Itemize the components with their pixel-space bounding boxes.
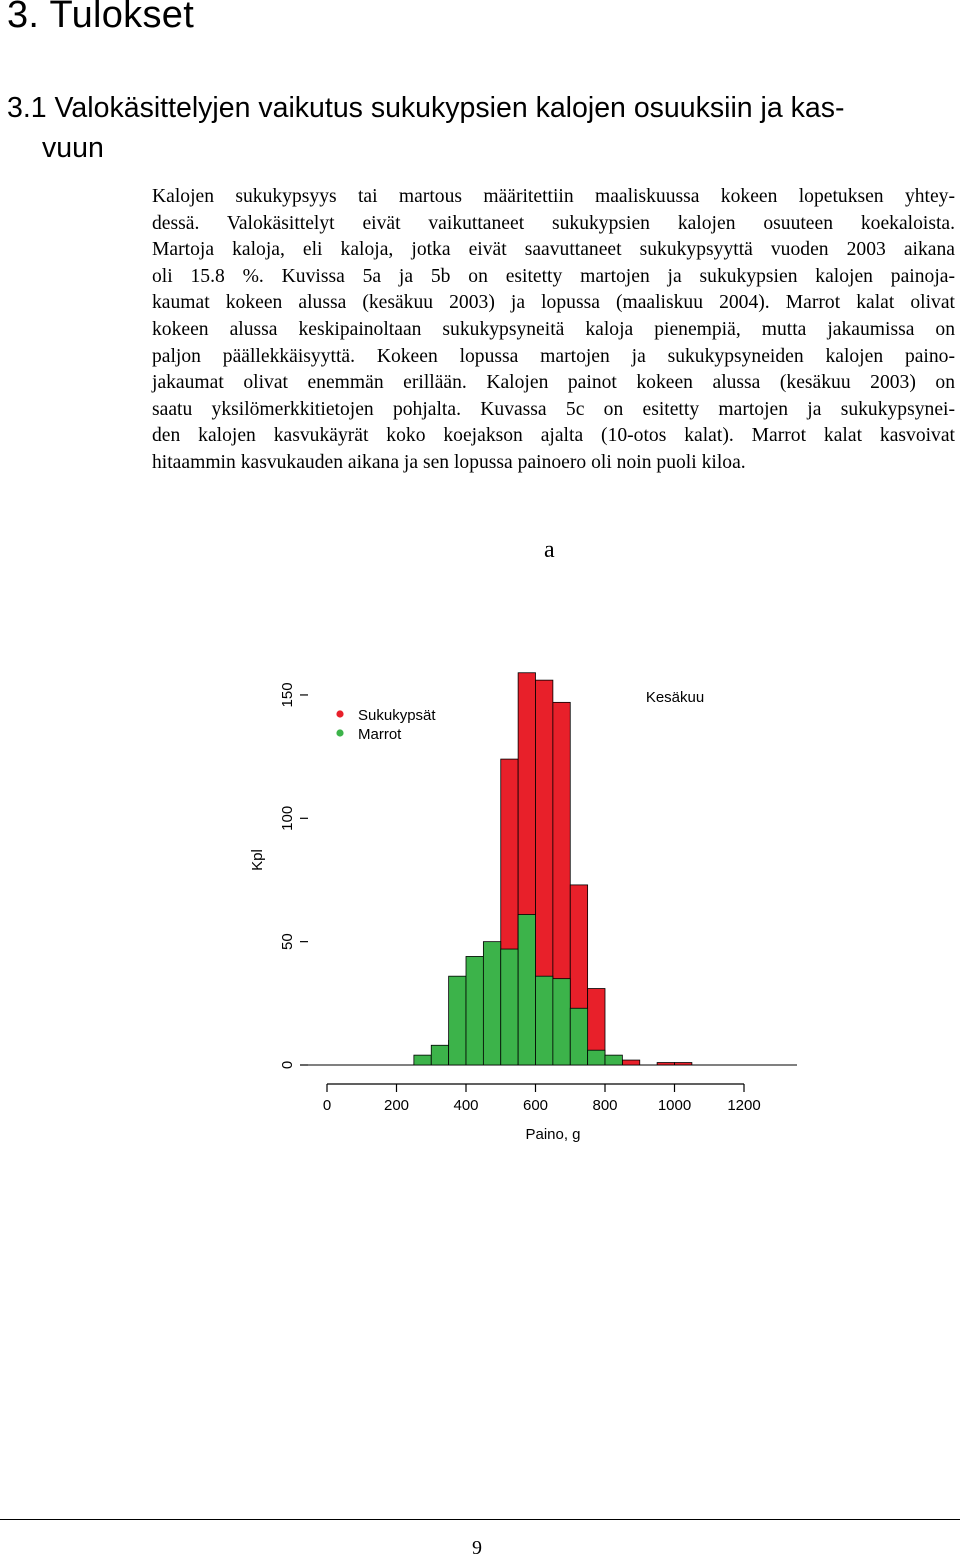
x-tick-label: 600 xyxy=(522,1097,549,1114)
page-number: 9 xyxy=(472,1537,482,1559)
y-tick-label: 50 xyxy=(279,933,296,950)
legend-label-marrot: Marrot xyxy=(358,726,402,743)
chart-title: Kesäkuu xyxy=(645,689,705,706)
subsection-heading-line2: vuun xyxy=(42,132,104,164)
histogram-bar xyxy=(449,976,466,1065)
histogram-bar xyxy=(431,1045,448,1065)
x-axis-label: Paino, g xyxy=(525,1126,581,1143)
y-tick-label: 100 xyxy=(279,805,296,831)
x-tick-label: 1200 xyxy=(727,1097,761,1114)
histogram-bar xyxy=(483,942,500,1065)
paragraph-line: paljon päällekkäisyyttä. Kokeen lopussa martojen ja sukukypsyneiden kalojen paino- xyxy=(152,345,955,367)
figure-label: a xyxy=(544,537,555,563)
footer-rule xyxy=(0,1519,960,1520)
x-tick-label: 800 xyxy=(592,1097,618,1114)
legend-marker-sukukypsat xyxy=(336,710,343,717)
histogram-bar xyxy=(553,979,570,1065)
section-heading: 3. Tulokset xyxy=(7,0,195,36)
histogram-bar xyxy=(588,1050,605,1065)
y-axis-label: Kpl xyxy=(249,849,266,871)
y-tick-label: 0 xyxy=(279,1060,296,1070)
paragraph-line: kaumat kokeen alussa (kesäkuu 2003) ja lopussa (maaliskuu 2004). Marrot kalat olivat xyxy=(152,292,955,314)
x-tick-label: 1000 xyxy=(657,1097,692,1114)
histogram-bar xyxy=(605,1055,622,1065)
paragraph-line: hitaammin kasvukauden aikana ja sen lopussa painoero oli noin puoli kiloa. xyxy=(152,451,746,473)
histogram-bar xyxy=(536,976,553,1065)
paragraph-line: Martoja kaloja, eli kaloja, jotka eivät saavuttaneet sukukypsyyttä vuoden 2003 aikana xyxy=(152,239,955,261)
paragraph-line: dessä. Valokäsittelyt eivät vaikuttaneet sukukypsien kalojen osuuteen koekaloista. xyxy=(152,212,955,234)
histogram-bar xyxy=(675,1063,692,1065)
histogram-bar xyxy=(518,915,535,1065)
paragraph-line: Kalojen sukukypsyys tai martous määritettiin maaliskuussa kokeen lopetuksen yhtey- xyxy=(152,186,955,207)
y-tick-label: 150 xyxy=(279,682,296,708)
histogram-bar xyxy=(622,1060,639,1065)
paragraph-line: jakaumat olivat enemmän erillään. Kalojen painot kokeen alussa (kesäkuu 2003) on xyxy=(152,372,955,394)
paragraph-line: kokeen alussa keskipainoltaan sukukypsyneitä kaloja pienempiä, mutta jakaumissa on xyxy=(152,318,955,340)
histogram-bar xyxy=(466,956,483,1065)
subsection-heading-line1: 3.1 Valokäsittelyjen vaikutus sukukypsien kalojen osuuksiin ja kas- xyxy=(7,92,845,124)
legend-marker-marrot xyxy=(336,729,343,736)
paragraph-line: saatu yksilömerkkitietojen pohjalta. Kuvassa 5c on esitetty martojen ja sukukypsynei- xyxy=(152,398,955,420)
x-tick-label: 400 xyxy=(453,1097,479,1114)
histogram-bar xyxy=(414,1055,431,1065)
x-tick-label: 0 xyxy=(322,1097,332,1114)
histogram-bar xyxy=(657,1063,674,1065)
paragraph-line: oli 15.8 %. Kuvissa 5a ja 5b on esitetty martojen ja sukukypsien kalojen painoja- xyxy=(152,265,955,287)
x-tick-label: 200 xyxy=(383,1097,410,1114)
histogram-bar xyxy=(570,1008,587,1065)
paragraph-line: den kalojen kasvukäyrät koko koejakson ajalta (10-otos kalat). Marrot kalat kasvoivat xyxy=(152,425,955,447)
legend-label-sukukypsat: Sukukypsät xyxy=(358,707,436,724)
histogram-bar xyxy=(501,949,518,1065)
